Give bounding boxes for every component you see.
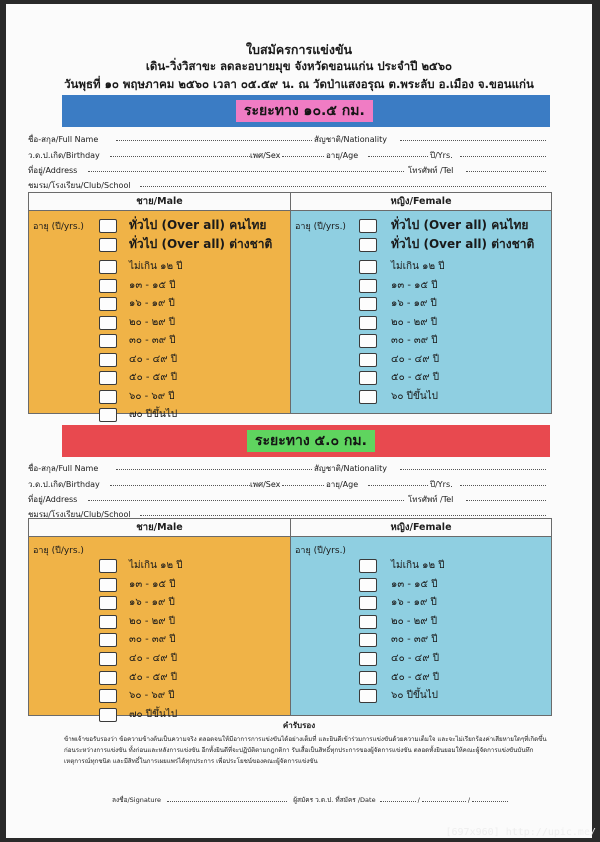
- female-column-5k: [291, 537, 551, 715]
- category-checkbox[interactable]: [359, 596, 377, 610]
- category-label: ๔๐ - ๔๙ ปี: [129, 653, 178, 664]
- male-column-5k: [29, 537, 290, 720]
- category-checkbox[interactable]: [99, 260, 117, 274]
- category-label: ๔๐ - ๔๙ ปี: [129, 353, 178, 365]
- sex-label: เพศ/Sex: [250, 151, 281, 160]
- category-label: ๑๖ - ๑๙ ปี: [391, 298, 437, 309]
- sex-label: เพศ/Sex: [250, 480, 281, 489]
- tel-label: โทรศัพท์ /Tel: [408, 495, 454, 504]
- category-label: ๑๖ - ๑๙ ปี: [129, 597, 175, 609]
- category-checkbox[interactable]: [359, 689, 377, 703]
- category-label: ๓๐ - ๓๙ ปี: [391, 335, 438, 346]
- category-label: ๒๐ - ๒๙ ปี: [129, 615, 176, 627]
- category-option[interactable]: [359, 596, 589, 610]
- category-checkbox[interactable]: [99, 671, 117, 685]
- watermark: [697x960] http://upic.me/: [445, 827, 596, 838]
- category-grid-10k: [28, 192, 552, 420]
- category-label: ๔๐ - ๔๙ ปี: [391, 653, 440, 664]
- date-year-input[interactable]: [472, 801, 508, 802]
- date-slash-1: /: [417, 796, 420, 804]
- category-option[interactable]: [359, 297, 589, 311]
- category-label: ๕๐ - ๕๙ ปี: [129, 671, 178, 683]
- category-label: ทั่วไป (Over all) คนไทย: [391, 218, 529, 232]
- certification-title: คำรับรอง: [282, 721, 316, 730]
- category-checkbox[interactable]: [359, 615, 377, 629]
- birthday-input-line[interactable]: [110, 156, 250, 157]
- club-input-line[interactable]: [140, 186, 546, 187]
- category-checkbox[interactable]: [359, 671, 377, 685]
- category-checkbox[interactable]: [359, 578, 377, 592]
- club-label: ชมรม/โรงเรียน/Club/School: [28, 181, 131, 190]
- category-label: ๓๐ - ๓๙ ปี: [129, 634, 176, 646]
- fullname-row-5k: [28, 459, 548, 474]
- category-checkbox[interactable]: [359, 633, 377, 647]
- category-option[interactable]: [359, 559, 589, 573]
- yrs-label: ปี/Yrs.: [430, 480, 453, 489]
- category-label: ๑๓ - ๑๕ ปี: [129, 279, 176, 291]
- category-checkbox[interactable]: [359, 316, 377, 330]
- category-option[interactable]: [359, 390, 589, 404]
- category-label: ๖๐ - ๖๙ ปี: [129, 690, 175, 702]
- category-label: ๖๐ - ๖๙ ปี: [129, 390, 175, 402]
- category-checkbox[interactable]: [359, 334, 377, 348]
- category-label: ๓๐ - ๓๙ ปี: [391, 634, 438, 646]
- age-input-line[interactable]: [368, 156, 428, 157]
- category-option[interactable]: [359, 219, 589, 233]
- age-label: อายุ/Age: [326, 480, 359, 489]
- age-label: อายุ/Age: [326, 151, 359, 160]
- event-date-location: วันพุธที่ ๑๐ พฤษภาคม ๒๕๖๐ เวลา ๐๕.๕๙ น. ณ วัดป่าแสงอรุณ ต.พระลับ อ.เมือง จ.ขอนแก่น: [64, 77, 534, 91]
- category-label: ๑๓ - ๑๕ ปี: [129, 578, 176, 590]
- category-checkbox[interactable]: [99, 371, 117, 385]
- category-checkbox[interactable]: [99, 334, 117, 348]
- category-label: ๗๐ ปีขึ้นไป: [129, 409, 178, 420]
- birthday-row-10k: [28, 146, 548, 161]
- category-label: ทั่วไป (Over all) คนไทย: [129, 218, 267, 232]
- category-option[interactable]: [359, 353, 589, 367]
- certification-text: ข้าพเจ้าขอรับรองว่า ข้อความข้างต้นเป็นความจริง ตลอดจนให้มีอาการการแข่งขันได้อย่างเต็มที่ และยินดีเข้าร่วมการแข่งขันด้วยความเต็มใจ และจะไม่เรียกร้องค่าเสียหายใดๆที่เกิดขึ้นก่อนระหว่างการแข่งขัน ทั้งก่อนและหลังการแข่งขัน อีกทั้งยินดีที่จะปฏิบัติตามกฎกติกา รับเสื้อเป็นสิทธิ์ทุกประการของผู้จัดการแข่งขัน ตลอดทั้งยินยอมให้คณะผู้จัดการแข่งขันบันทึกเหตุการณ์ทุกชนิด และมีสิทธิ์ในการเผยแพร่ได้ทุกประการ เพื่อประโยชน์ของคณะผู้จัดการแข่งขัน: [64, 736, 547, 765]
- birthday-label: ว.ด.ป.เกิด/Birthday: [28, 151, 100, 160]
- address-input-line[interactable]: [88, 171, 404, 172]
- category-option[interactable]: [359, 371, 589, 385]
- birthday-row-5k: [28, 475, 548, 490]
- category-checkbox[interactable]: [359, 371, 377, 385]
- date-month-input[interactable]: [422, 801, 466, 802]
- category-label: ๖๐ ปีขึ้นไป: [391, 690, 439, 702]
- category-option[interactable]: [359, 633, 589, 647]
- form-title: ใบสมัครการแข่งขัน: [245, 42, 353, 57]
- nationality-input-line[interactable]: [400, 140, 546, 141]
- address-label: ที่อยู่/Address: [28, 166, 78, 175]
- distance-banner-5k: [62, 425, 550, 457]
- category-grid-5k: [28, 518, 552, 720]
- category-checkbox[interactable]: [99, 652, 117, 666]
- category-checkbox[interactable]: [99, 238, 117, 252]
- age-label-male: อายุ (ปี/yrs.): [33, 546, 84, 556]
- yrs-label: ปี/Yrs.: [430, 151, 453, 160]
- category-label: ๓๐ - ๓๙ ปี: [129, 335, 176, 346]
- distance-label-5k: ระยะทาง ๕.๐ กม.: [247, 430, 375, 452]
- category-label: ๑๓ - ๑๕ ปี: [391, 578, 438, 590]
- category-option[interactable]: [359, 316, 589, 330]
- category-label: ๑๖ - ๑๙ ปี: [391, 597, 437, 609]
- category-checkbox[interactable]: [99, 316, 117, 330]
- signature-line: [112, 795, 510, 805]
- date-slash-2: /: [467, 796, 471, 804]
- nationality-input-line[interactable]: [400, 469, 546, 470]
- category-checkbox[interactable]: [99, 408, 117, 422]
- category-checkbox[interactable]: [359, 260, 377, 274]
- birthday-label: ว.ด.ป.เกิด/Birthday: [28, 480, 100, 489]
- category-option[interactable]: [359, 334, 589, 348]
- sex-input-line[interactable]: [282, 485, 324, 486]
- category-option[interactable]: [359, 238, 589, 252]
- category-label: ๑๓ - ๑๕ ปี: [391, 279, 438, 291]
- distance-label-10k: ระยะทาง ๑๐.๕ กม.: [236, 100, 373, 122]
- category-option[interactable]: [359, 578, 589, 592]
- category-checkbox[interactable]: [99, 279, 117, 293]
- category-label: ทั่วไป (Over all) ต่างชาติ: [391, 236, 535, 251]
- sex-input-line[interactable]: [282, 156, 324, 157]
- category-option[interactable]: [359, 260, 589, 274]
- category-checkbox[interactable]: [359, 353, 377, 367]
- category-option[interactable]: [359, 652, 589, 666]
- category-label: ทั่วไป (Over all) ต่างชาติ: [129, 236, 273, 251]
- category-checkbox[interactable]: [99, 596, 117, 610]
- category-option[interactable]: [359, 615, 589, 629]
- age-input-line[interactable]: [368, 485, 428, 486]
- tel-input-line[interactable]: [466, 171, 546, 172]
- application-form-page: [6, 4, 592, 838]
- category-checkbox[interactable]: [359, 559, 377, 573]
- address-label: ที่อยู่/Address: [28, 495, 78, 504]
- category-label: ๔๐ - ๔๙ ปี: [391, 353, 440, 365]
- yrs-input-line[interactable]: [460, 485, 546, 486]
- category-checkbox[interactable]: [359, 279, 377, 293]
- category-checkbox[interactable]: [359, 238, 377, 252]
- category-label: ๖๐ ปีขึ้นไป: [391, 390, 439, 402]
- fullname-label: ชื่อ-สกุล/Full Name: [28, 135, 99, 144]
- address-input-line[interactable]: [88, 500, 404, 501]
- fullname-label: ชื่อ-สกุล/Full Name: [28, 464, 99, 473]
- category-option[interactable]: [359, 689, 589, 703]
- category-label: ๕๐ - ๕๙ ปี: [129, 372, 178, 383]
- category-label: ๕๐ - ๕๙ ปี: [391, 372, 440, 383]
- category-label: ไม่เกิน ๑๒ ปี: [391, 560, 445, 571]
- age-label-female: อายุ (ปี/yrs.): [295, 546, 346, 556]
- male-header: ชาย/Male: [29, 519, 290, 537]
- category-checkbox[interactable]: [99, 219, 117, 233]
- age-label-male: อายุ (ปี/yrs.): [33, 222, 84, 232]
- address-row-10k: [28, 161, 548, 176]
- tel-input-line[interactable]: [466, 500, 546, 501]
- category-label: ๒๐ - ๒๙ ปี: [391, 316, 438, 328]
- category-checkbox[interactable]: [99, 633, 117, 647]
- tel-label: โทรศัพท์ /Tel: [408, 166, 454, 175]
- category-checkbox[interactable]: [99, 353, 117, 367]
- category-option[interactable]: [359, 279, 589, 293]
- club-label: ชมรม/โรงเรียน/Club/School: [28, 510, 131, 519]
- category-checkbox[interactable]: [99, 390, 117, 404]
- signature-label: ลงชื่อ/Signature: [112, 796, 162, 804]
- category-label: ๗๐ ปีขึ้นไป: [129, 708, 178, 720]
- category-checkbox[interactable]: [359, 390, 377, 404]
- female-column-10k: [291, 211, 551, 413]
- signature-input-line[interactable]: [167, 801, 287, 802]
- category-label: ไม่เกิน ๑๒ ปี: [129, 261, 183, 272]
- category-option[interactable]: [359, 671, 589, 685]
- category-checkbox[interactable]: [99, 615, 117, 629]
- category-checkbox[interactable]: [359, 297, 377, 311]
- fullname-input-line[interactable]: [116, 469, 312, 470]
- category-checkbox[interactable]: [99, 297, 117, 311]
- category-checkbox[interactable]: [99, 689, 117, 703]
- event-title: เดิน-วิ่งวิสาขะ ลดละอบายมุข จังหวัดขอนแก่น ประจำปี ๒๕๖๐: [145, 59, 453, 73]
- category-label: ๕๐ - ๕๙ ปี: [391, 671, 440, 683]
- male-header: ชาย/Male: [29, 193, 290, 211]
- category-checkbox[interactable]: [99, 578, 117, 592]
- female-header: หญิง/Female: [291, 193, 551, 211]
- club-input-line[interactable]: [140, 515, 546, 516]
- category-label: ๑๖ - ๑๙ ปี: [129, 298, 175, 309]
- club-row-10k: [28, 176, 548, 191]
- nationality-label: สัญชาติ/Nationality: [314, 135, 387, 144]
- category-checkbox[interactable]: [359, 652, 377, 666]
- category-label: ไม่เกิน ๑๒ ปี: [391, 261, 445, 272]
- category-checkbox[interactable]: [99, 559, 117, 573]
- male-column-10k: [29, 211, 290, 420]
- date-day-input[interactable]: [380, 801, 416, 802]
- yrs-input-line[interactable]: [460, 156, 546, 157]
- category-label: ๒๐ - ๒๙ ปี: [129, 316, 176, 328]
- category-checkbox[interactable]: [359, 219, 377, 233]
- female-header: หญิง/Female: [291, 519, 551, 537]
- age-label-female: อายุ (ปี/yrs.): [295, 222, 346, 232]
- category-label: ๒๐ - ๒๙ ปี: [391, 615, 438, 627]
- birthday-input-line[interactable]: [110, 485, 250, 486]
- applicant-date-label: ผู้สมัคร ว.ด.ป. ที่สมัคร /Date: [293, 796, 376, 804]
- address-row-5k: [28, 490, 548, 505]
- fullname-input-line[interactable]: [116, 140, 312, 141]
- nationality-label: สัญชาติ/Nationality: [314, 464, 387, 473]
- distance-banner-10k: [62, 95, 550, 127]
- category-label: ไม่เกิน ๑๒ ปี: [129, 560, 183, 571]
- fullname-row-10k: [28, 130, 548, 145]
